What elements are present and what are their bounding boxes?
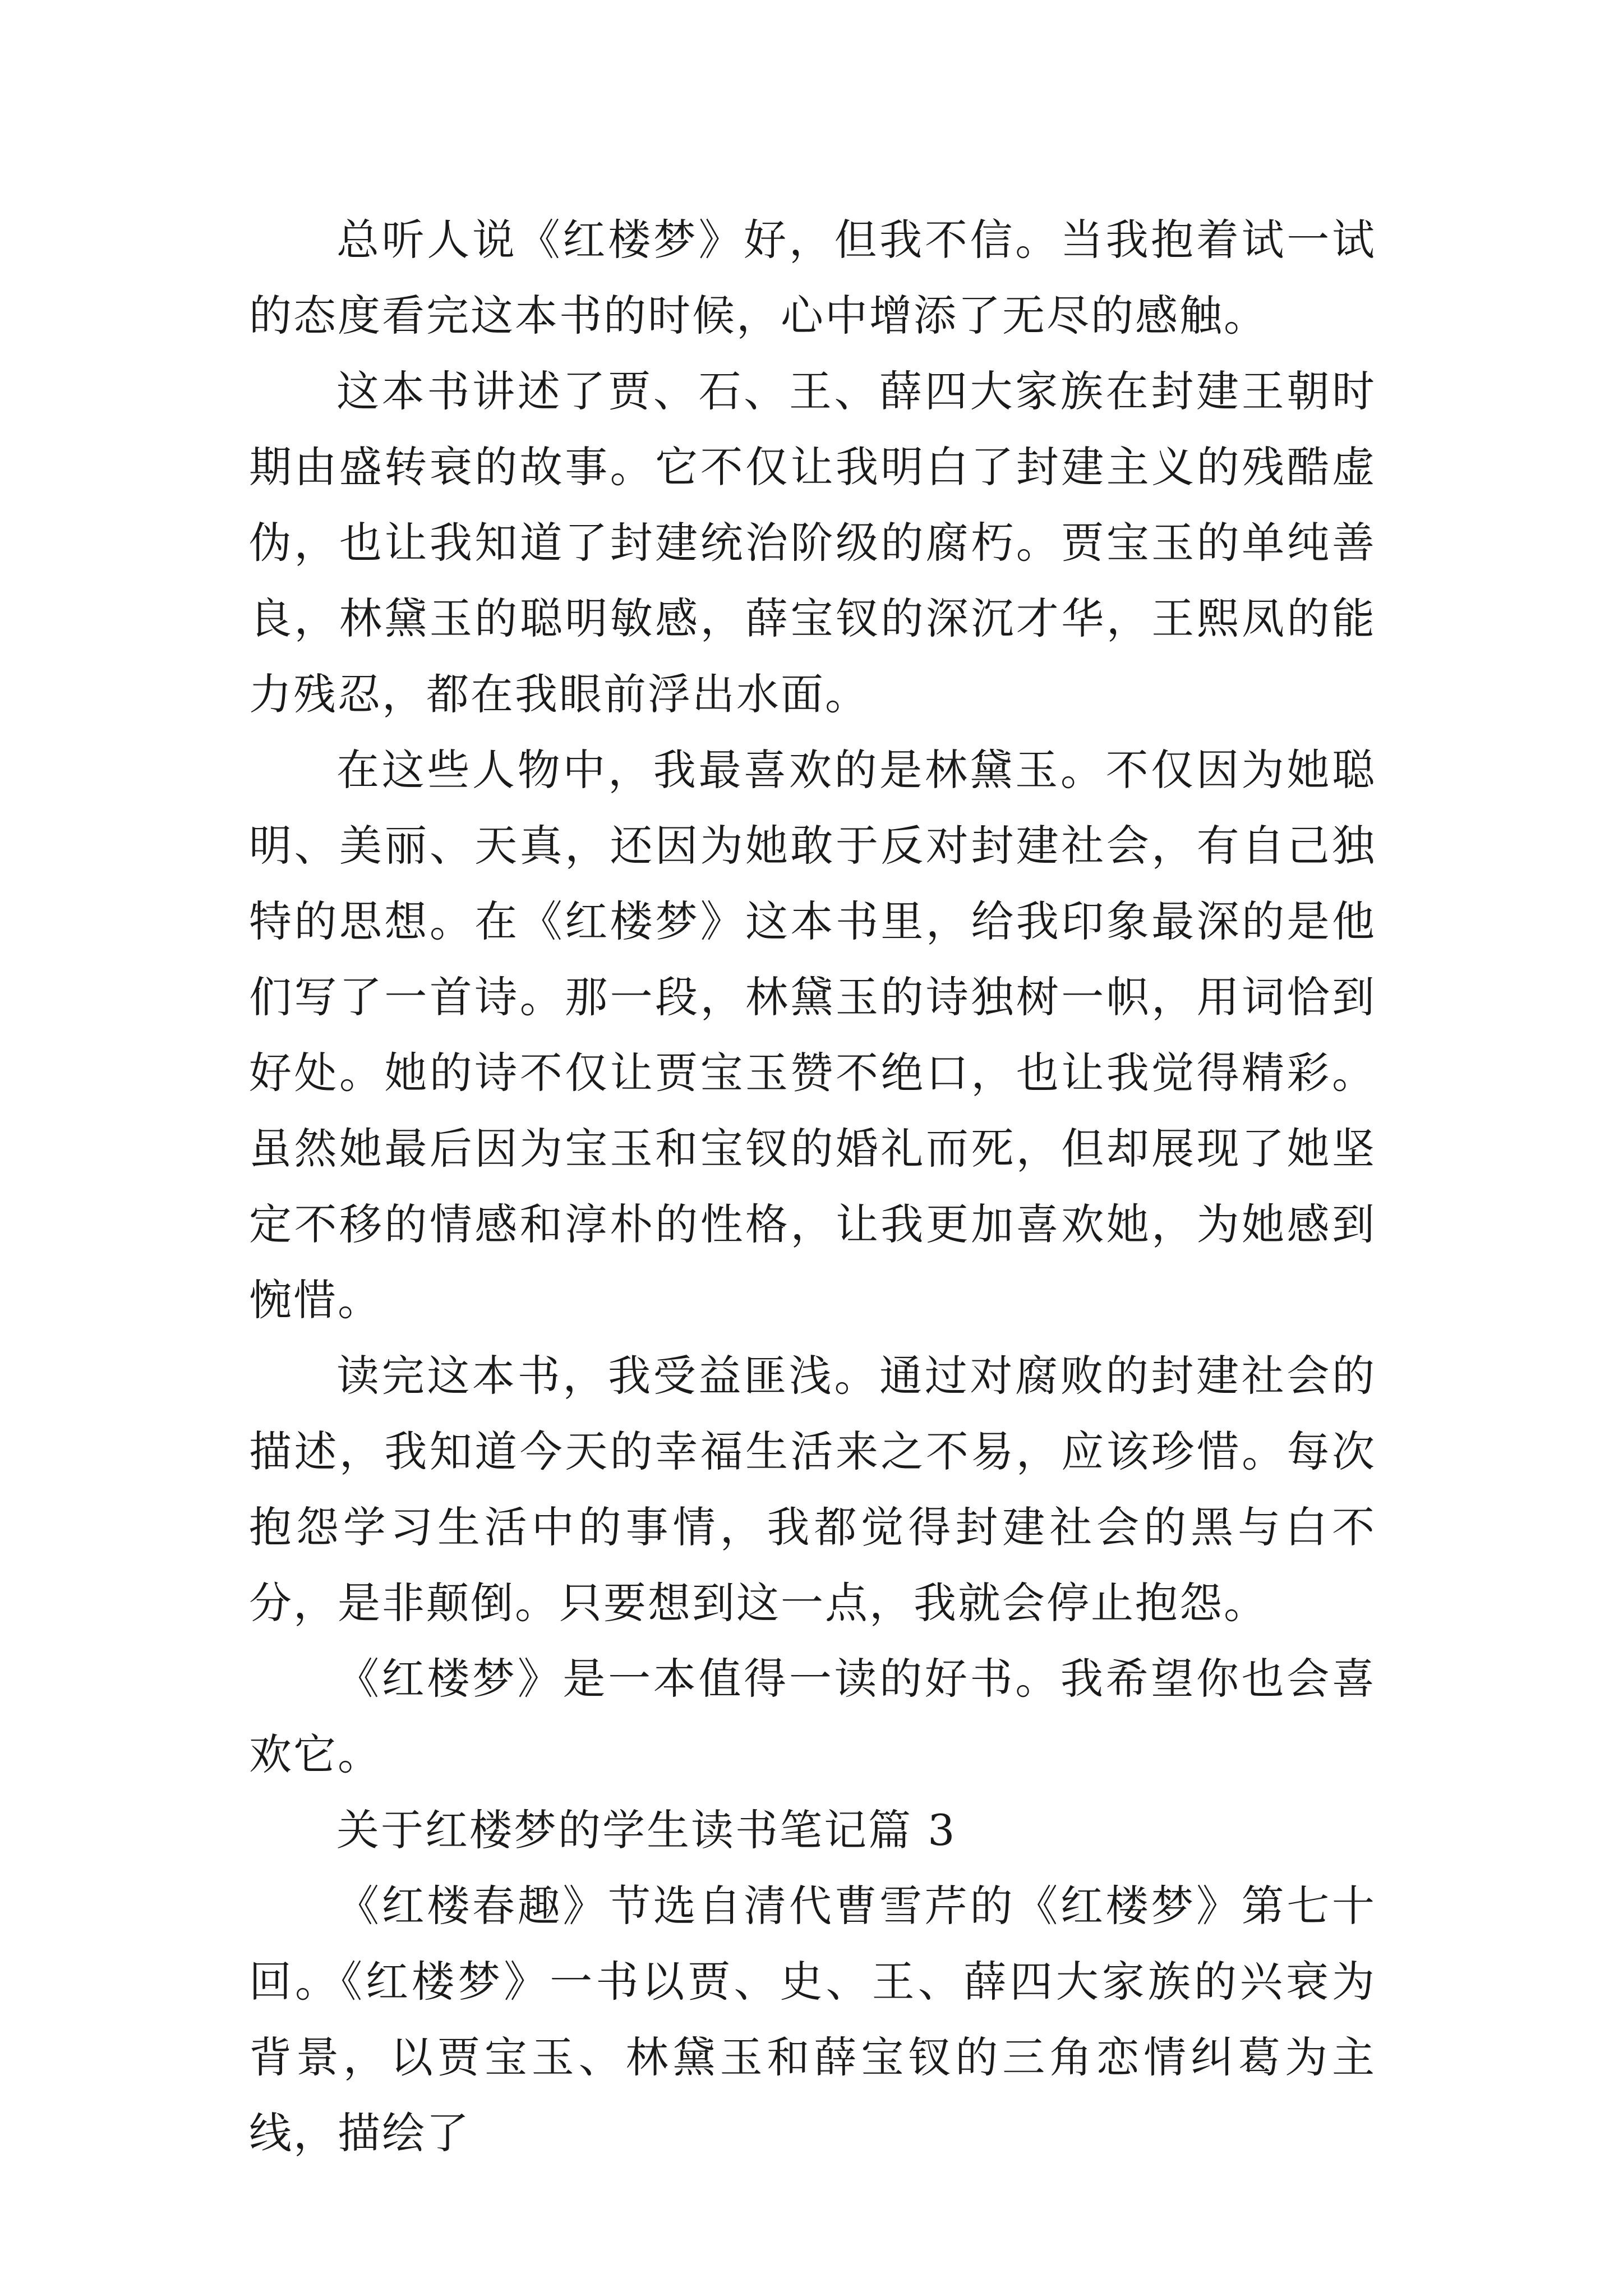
section-heading: 关于红楼梦的学生读书笔记篇 3 (336, 1805, 957, 1855)
paragraph: 读完这本书，我受益匪浅。通过对腐败的封建社会的描述，我知道今天的幸福生活来之不易，应该珍惜。每次抱怨学习生活中的事情，我都觉得封建社会的黑与白不分，是非颠倒。只要想到这一点，我就会停止抱怨。 (249, 1351, 1376, 1628)
paragraph: 《红楼梦》是一本值得一读的好书。我希望你也会喜欢它。 (249, 1654, 1376, 1779)
paragraph: 《红楼春趣》节选自清代曹雪芹的《红楼梦》第七十回。《红楼梦》一书以贾、史、王、薛四大家族的兴衰为背景，以贾宝玉、林黛玉和薛宝钗的三角恋情纠葛为主线，描绘了 (249, 1881, 1376, 2158)
paragraph: 总听人说《红楼梦》好，但我不信。当我抱着试一试的态度看完这本书的时候，心中增添了无尽的感触。 (249, 215, 1376, 341)
paragraph: 在这些人物中，我最喜欢的是林黛玉。不仅因为她聪明、美丽、天真，还因为她敢于反对封建社会，有自己独特的思想。在《红楼梦》这本书里，给我印象最深的是他们写了一首诗。那一段，林黛玉的诗独树一帜，用词恰到好处。她的诗不仅让贾宝玉赞不绝口，也让我觉得精彩。虽然她最后因为宝玉和宝钗的婚礼而死，但却展现了她坚定不移的情感和淳朴的性格，让我更加喜欢她，为她感到惋惜。 (249, 745, 1376, 1325)
paragraph: 这本书讲述了贾、石、王、薛四大家族在封建王朝时期由盛转衰的故事。它不仅让我明白了封建主义的残酷虚伪，也让我知道了封建统治阶级的腐朽。贾宝玉的单纯善良，林黛玉的聪明敏感，薛宝钗的深沉才华，王熙凤的能力残忍，都在我眼前浮出水面。 (249, 366, 1376, 719)
document-body (249, 202, 1376, 2171)
